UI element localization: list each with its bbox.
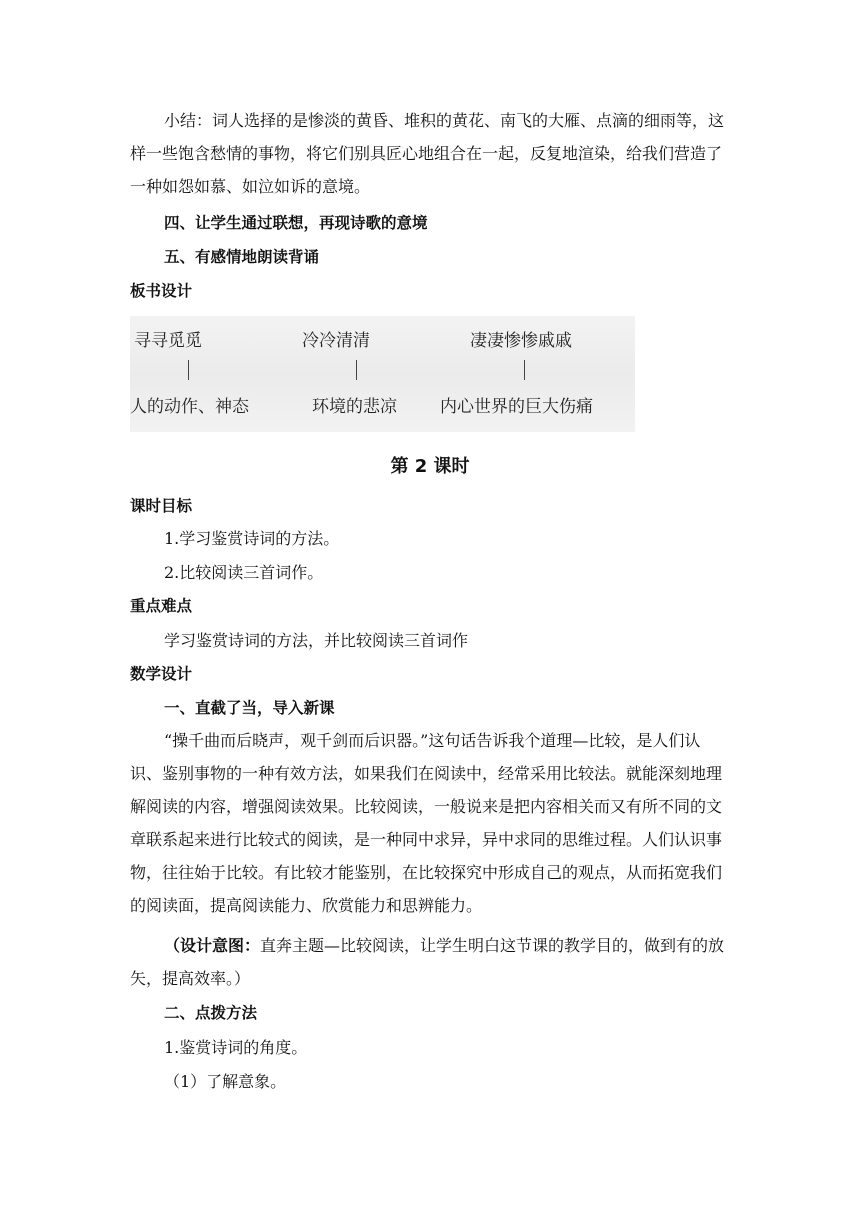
section-1-paragraph: “操千曲而后晓声，观千剑而后识器。”这句话告诉我个道理—比较，是人们认识、鉴别事物的一种有效方法，如果我们在阅读中，经常采用比较法。就能深刻地理解阅读的内容，增强阅读效果。比较阅读，一般说来是把内容相关而又有所不同的文章联系起来进行比较式的阅读，是一种同中求异，异中求同的思维过程。人们认识事物，往往始于比较。有比较才能鉴别，在比较探究中形成自己的观点，从而拓宽我们的阅读面，提高阅读能力、欣赏能力和思辨能力。	[130, 731, 723, 915]
goal-item-1: 1.学习鉴赏诗词的方法。	[164, 529, 340, 548]
step-5-heading: 五、有感情地朗读背诵	[164, 248, 320, 266]
section-1-heading: 一、直截了当，导入新课	[164, 699, 335, 717]
section-2-heading: 二、点拨方法	[164, 1004, 258, 1022]
board-design-heading: 板书设计	[130, 282, 193, 300]
board-bottom-3: 内心世界的巨大伤痛	[440, 397, 593, 417]
design-intent-paragraph	[130, 929, 730, 995]
board-bottom-2: 环境的悲凉	[312, 397, 397, 417]
board-top-1: 寻寻觅觅	[134, 331, 202, 351]
board-top-2: 冷冷清清	[302, 331, 370, 351]
method-item-1-sub: （1）了解意象。	[164, 1072, 287, 1091]
method-item-1: 1.鉴赏诗词的角度。	[164, 1038, 308, 1057]
difficulty-heading: 重点难点	[130, 597, 193, 615]
board-connector-1	[188, 360, 189, 380]
board-top-3: 凄凄惨惨戚戚	[470, 331, 572, 351]
summary-paragraph: 小结：词人选择的是惨淡的黄昏、堆积的黄花、南飞的大雁、点滴的细雨等，这样一些饱含愁情的事物，将它们别具匠心地组合在一起，反复地渲染，给我们营造了一种如怨如慕、如泣如诉的意境。	[130, 111, 725, 196]
goals-heading: 课时目标	[130, 497, 193, 515]
design-intent-label: （设计意图：	[164, 936, 261, 955]
step-4-heading: 四、让学生通过联想，再现诗歌的意境	[164, 214, 428, 232]
board-connector-2	[356, 360, 357, 380]
board-bottom-1: 人的动作、神态	[130, 397, 249, 417]
design-intent-text: 直奔主题—比较阅读，让学生明白这节课的教学目的，做到有的放矢，提高效率。）	[130, 936, 725, 988]
goal-item-2: 2.比较阅读三首词作。	[164, 563, 324, 582]
lesson-title: 第 2 课时	[390, 456, 470, 477]
board-connector-3	[524, 360, 525, 380]
difficulty-text: 学习鉴赏诗词的方法，并比较阅读三首词作	[164, 631, 469, 650]
board-design-image	[130, 316, 635, 432]
design-heading: 数学设计	[130, 665, 193, 683]
